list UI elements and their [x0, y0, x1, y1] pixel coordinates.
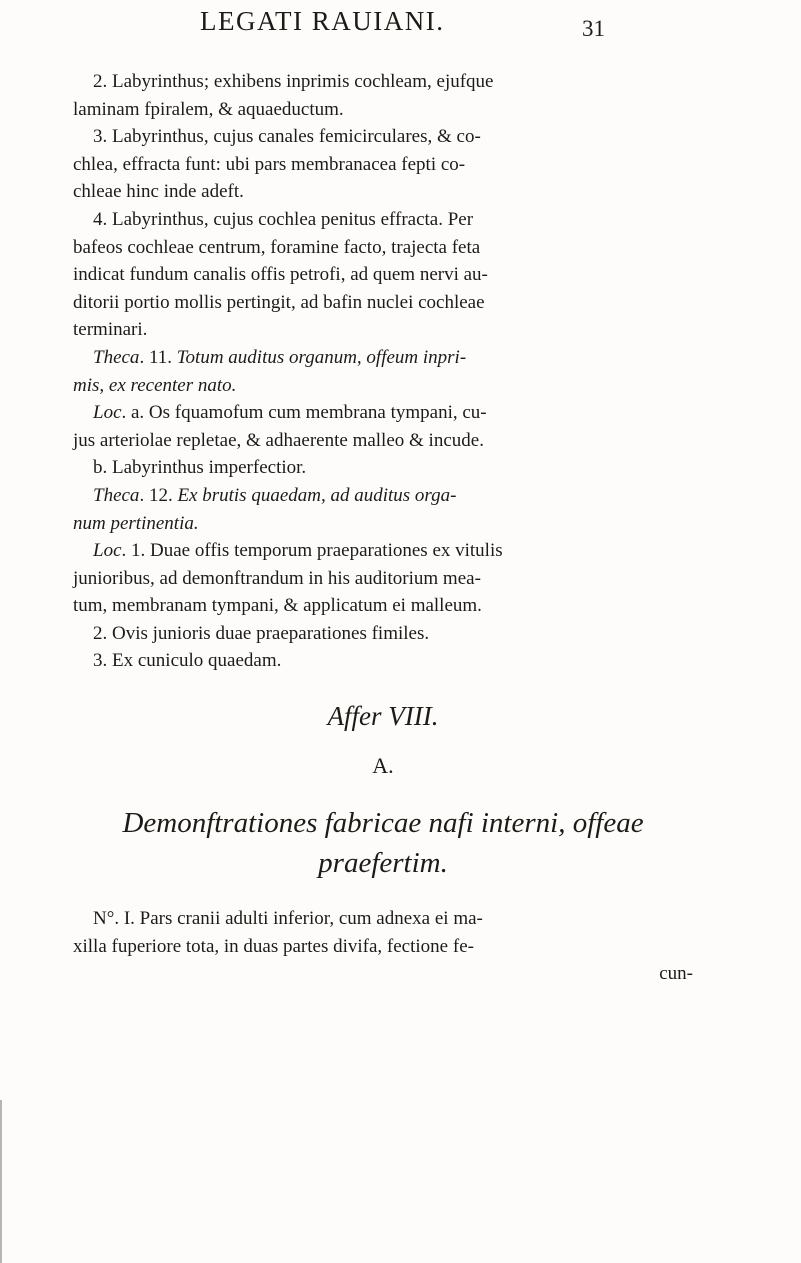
- loc-entry: [73, 399, 693, 427]
- theca-label: Theca: [93, 346, 140, 368]
- text-line: xilla fuperiore tota, in duas partes divifa, fectione fe-: [73, 935, 474, 957]
- section-heading: praefertim.: [318, 847, 448, 880]
- text-line: 3. Labyrinthus, cujus canales femicirculares, & co-: [93, 126, 481, 148]
- loc-text: . 1. Duae offis temporum praeparationes ex vitulis: [121, 540, 503, 562]
- theca-entry: [73, 344, 693, 372]
- page-number: 31: [582, 16, 605, 41]
- text-line: bafeos cochleae centrum, foramine facto, trajecta feta: [73, 236, 481, 258]
- loc-label: Loc: [93, 402, 122, 424]
- text-line: laminam fpiralem, & aquaeductum.: [73, 98, 344, 120]
- theca-number: . 11.: [139, 346, 172, 368]
- text-line: chleae hinc inde adeft.: [73, 181, 244, 203]
- loc-text: . a. Os fquamofum cum membrana tympani, cu-: [121, 402, 487, 424]
- text-line: 3. Ex cuniculo quaedam.: [93, 650, 282, 672]
- theca-label: Theca: [93, 484, 140, 506]
- text-line: indicat fundum canalis offis petrofi, ad quem nervi au-: [73, 264, 488, 286]
- text-line: 2. Ovis junioris duae praeparationes fimiles.: [93, 622, 430, 644]
- text-line: terminari.: [73, 319, 148, 341]
- loc-label: Loc: [93, 540, 122, 562]
- theca-title: Totum auditus organum, offeum inpri-: [171, 346, 467, 368]
- section-letter: A.: [372, 753, 394, 779]
- theca-number: . 12.: [139, 484, 173, 506]
- theca-entry: [73, 482, 693, 510]
- page-text: [73, 68, 693, 988]
- text-line: num pertinentia.: [73, 512, 199, 534]
- text-line: N°. I. Pars cranii adulti inferior, cum adnexa ei ma-: [93, 908, 483, 930]
- text-line: ditorii portio mollis pertingit, ad bafin nuclei cochleae: [73, 291, 485, 313]
- text-line: jus arteriolae repletae, & adhaerente malleo & incude.: [73, 429, 484, 451]
- text-line: mis, ex recenter nato.: [73, 374, 237, 396]
- section-heading: Demonftrationes fabricae nafi interni, offeae: [122, 807, 644, 840]
- loc-entry: [73, 537, 693, 565]
- text-line: b. Labyrinthus imperfectior.: [93, 457, 307, 479]
- page-edge-shadow: [0, 1100, 2, 1263]
- text-line: junioribus, ad demonftrandum in his auditorium mea-: [73, 567, 481, 589]
- theca-title: Ex brutis quaedam, ad auditus orga-: [172, 484, 457, 506]
- text-line: 4. Labyrinthus, cujus cochlea penitus effracta. Per: [93, 208, 474, 230]
- text-line: 2. Labyrinthus; exhibens inprimis cochleam, ejufque: [93, 71, 494, 92]
- text-line: chlea, effracta funt: ubi pars membranacea fepti co-: [73, 153, 466, 175]
- text-line: tum, membranam tympani, & applicatum ei malleum.: [73, 595, 482, 617]
- catchword: cun-: [659, 963, 693, 985]
- section-title: Affer VIII.: [327, 701, 439, 732]
- running-head: LEGATI RAUIANI.: [200, 6, 445, 36]
